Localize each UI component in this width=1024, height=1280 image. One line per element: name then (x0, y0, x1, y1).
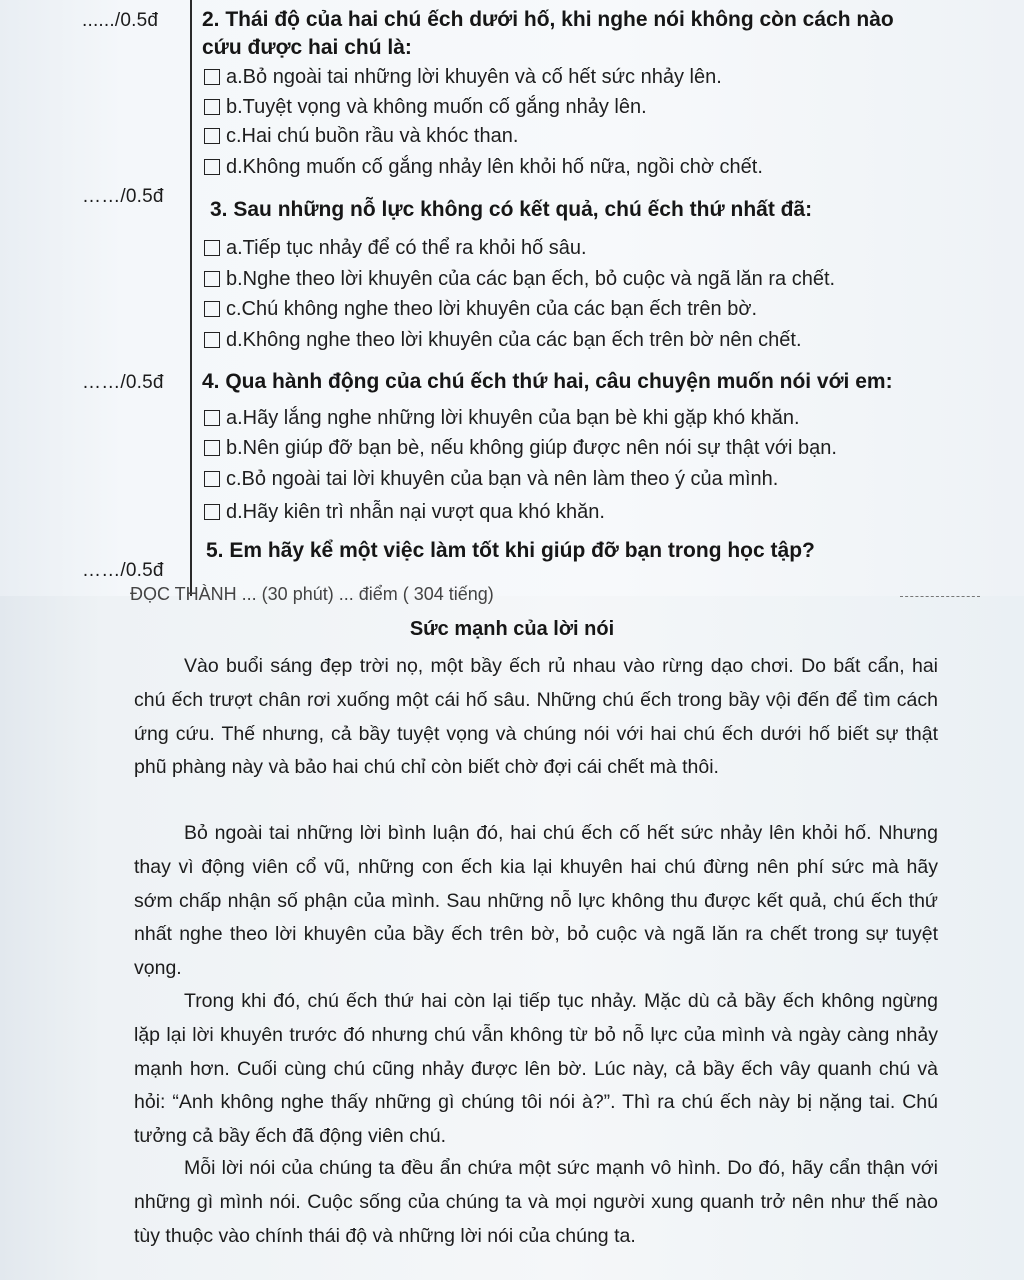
score-divider-line (190, 0, 192, 596)
option-label: c.Hai chú buồn rầu và khóc than. (226, 124, 519, 147)
checkbox[interactable] (204, 471, 220, 487)
option-q4-b[interactable] (204, 434, 837, 462)
option-label: a.Bỏ ngoài tai những lời khuyên và cố hết sức nhảy lên. (226, 65, 722, 88)
option-q4-d[interactable] (204, 498, 605, 526)
score-blank-q4: ……/0.5đ (82, 372, 164, 393)
question-4: 4. Qua hành động của chú ếch thứ hai, câu chuyện muốn nói với em: (202, 370, 893, 393)
option-q3-b[interactable] (204, 265, 835, 293)
score-blank-q2: ....../0.5đ (82, 10, 159, 31)
checkbox[interactable] (204, 69, 220, 85)
option-label: b.Nên giúp đỡ bạn bè, nếu không giúp được nên nói sự thật với bạn. (226, 436, 837, 459)
option-label: c.Chú không nghe theo lời khuyên của các bạn ếch trên bờ. (226, 297, 758, 320)
checkbox[interactable] (204, 504, 220, 520)
option-q4-c[interactable] (204, 465, 778, 493)
checkbox[interactable] (204, 99, 220, 115)
dashed-line (900, 596, 980, 598)
checkbox[interactable] (204, 271, 220, 287)
option-q3-c[interactable] (204, 295, 757, 323)
option-label: b.Tuyệt vọng và không muốn cố gắng nhảy lên. (226, 95, 647, 118)
cut-off-header-text: ĐỌC THÀNH ... (30 phút) ... điểm ( 304 tiếng) (130, 584, 494, 604)
checkbox[interactable] (204, 159, 220, 175)
score-blank-q5: ……/0.5đ (82, 560, 164, 581)
question-sheet (0, 0, 1024, 596)
checkbox[interactable] (204, 410, 220, 426)
question-2: 2. Thái độ của hai chú ếch dưới hố, khi nghe nói không còn cách nào cứu được hai chú là: (202, 8, 894, 59)
option-label: a.Tiếp tục nhảy để có thể ra khỏi hố sâu. (226, 236, 587, 259)
score-blank-q3: ……/0.5đ (82, 186, 164, 207)
story-paragraph: Mỗi lời nói của chúng ta đều ẩn chứa một sức mạnh vô hình. Do đó, hãy cẩn thận với những gì mình nói. Cuộc sống của chúng ta và mọi người xung quanh trở nên như thế nào tùy thuộc vào chính thái độ và những lời nói của chúng ta. (134, 1157, 938, 1247)
option-q4-a[interactable] (204, 404, 800, 432)
option-q2-a[interactable] (204, 63, 722, 91)
story-sheet (0, 584, 1024, 1280)
question-5: 5. Em hãy kể một việc làm tốt khi giúp đỡ bạn trong học tập? (206, 539, 815, 562)
option-q2-b[interactable] (204, 93, 647, 121)
option-label: d.Không muốn cố gắng nhảy lên khỏi hố nữa, ngồi chờ chết. (226, 155, 763, 178)
option-q2-d[interactable] (204, 153, 763, 181)
checkbox[interactable] (204, 128, 220, 144)
option-q3-d[interactable] (204, 326, 802, 354)
option-label: a.Hãy lắng nghe những lời khuyên của bạn bè khi gặp khó khăn. (226, 406, 800, 429)
story-paragraph: Bỏ ngoài tai những lời bình luận đó, hai chú ếch cố hết sức nhảy lên khỏi hố. Nhưng thay vì động viên cổ vũ, những con ếch kia lại khuyên hai chú đừng nên phí sức mà hãy sớm chấp nhận số phận của mình. Sau những nỗ lực không thu được kết quả, chú ếch thứ nhất nghe theo lời khuyên của bầy ếch trên bờ, bỏ cuộc và ngã lăn ra chết trong sự tuyệt vọng. (134, 822, 938, 980)
option-label: c.Bỏ ngoài tai lời khuyên của bạn và nên làm theo ý của mình. (226, 467, 779, 490)
option-label: d.Không nghe theo lời khuyên của các bạn ếch trên bờ nên chết. (226, 328, 802, 351)
question-3: 3. Sau những nỗ lực không có kết quả, chú ếch thứ nhất đã: (210, 198, 813, 221)
story-paragraph: Vào buổi sáng đẹp trời nọ, một bầy ếch rủ nhau vào rừng dạo chơi. Do bất cẩn, hai chú ếch trượt chân rơi xuống một cái hố sâu. Những chú ếch trong bầy vội đến để tìm cách ứng cứu. Thế nhưng, cả bầy tuyệt vọng và chúng nói với hai chú ếch dưới hố biết sự thật phũ phàng này và bảo hai chú chỉ còn biết chờ đợi cái chết mà thôi. (134, 655, 938, 779)
checkbox[interactable] (204, 440, 220, 456)
option-q3-a[interactable] (204, 234, 587, 262)
option-label: b.Nghe theo lời khuyên của các bạn ếch, bỏ cuộc và ngã lăn ra chết. (226, 267, 836, 290)
option-q2-c[interactable] (204, 122, 518, 150)
cut-off-header (130, 584, 690, 604)
checkbox[interactable] (204, 332, 220, 348)
checkbox[interactable] (204, 240, 220, 256)
option-label: d.Hãy kiên trì nhẫn nại vượt qua khó khăn. (226, 500, 605, 523)
story-title: Sức mạnh của lời nói (409, 618, 615, 640)
story-paragraph: Trong khi đó, chú ếch thứ hai còn lại tiếp tục nhảy. Mặc dù cả bầy ếch không ngừng lặp lại lời khuyên trước đó nhưng chú vẫn không từ bỏ nỗ lực của mình và ngày càng nhảy mạnh hơn. Cuối cùng chú cũng nhảy được lên bờ. Lúc này, cả bầy ếch vây quanh chú và hỏi: “Anh không nghe thấy những gì chúng tôi nói à?”. Thì ra chú ếch này bị nặng tai. Chú tưởng cả bầy ếch đã động viên chú. (134, 990, 938, 1148)
checkbox[interactable] (204, 301, 220, 317)
